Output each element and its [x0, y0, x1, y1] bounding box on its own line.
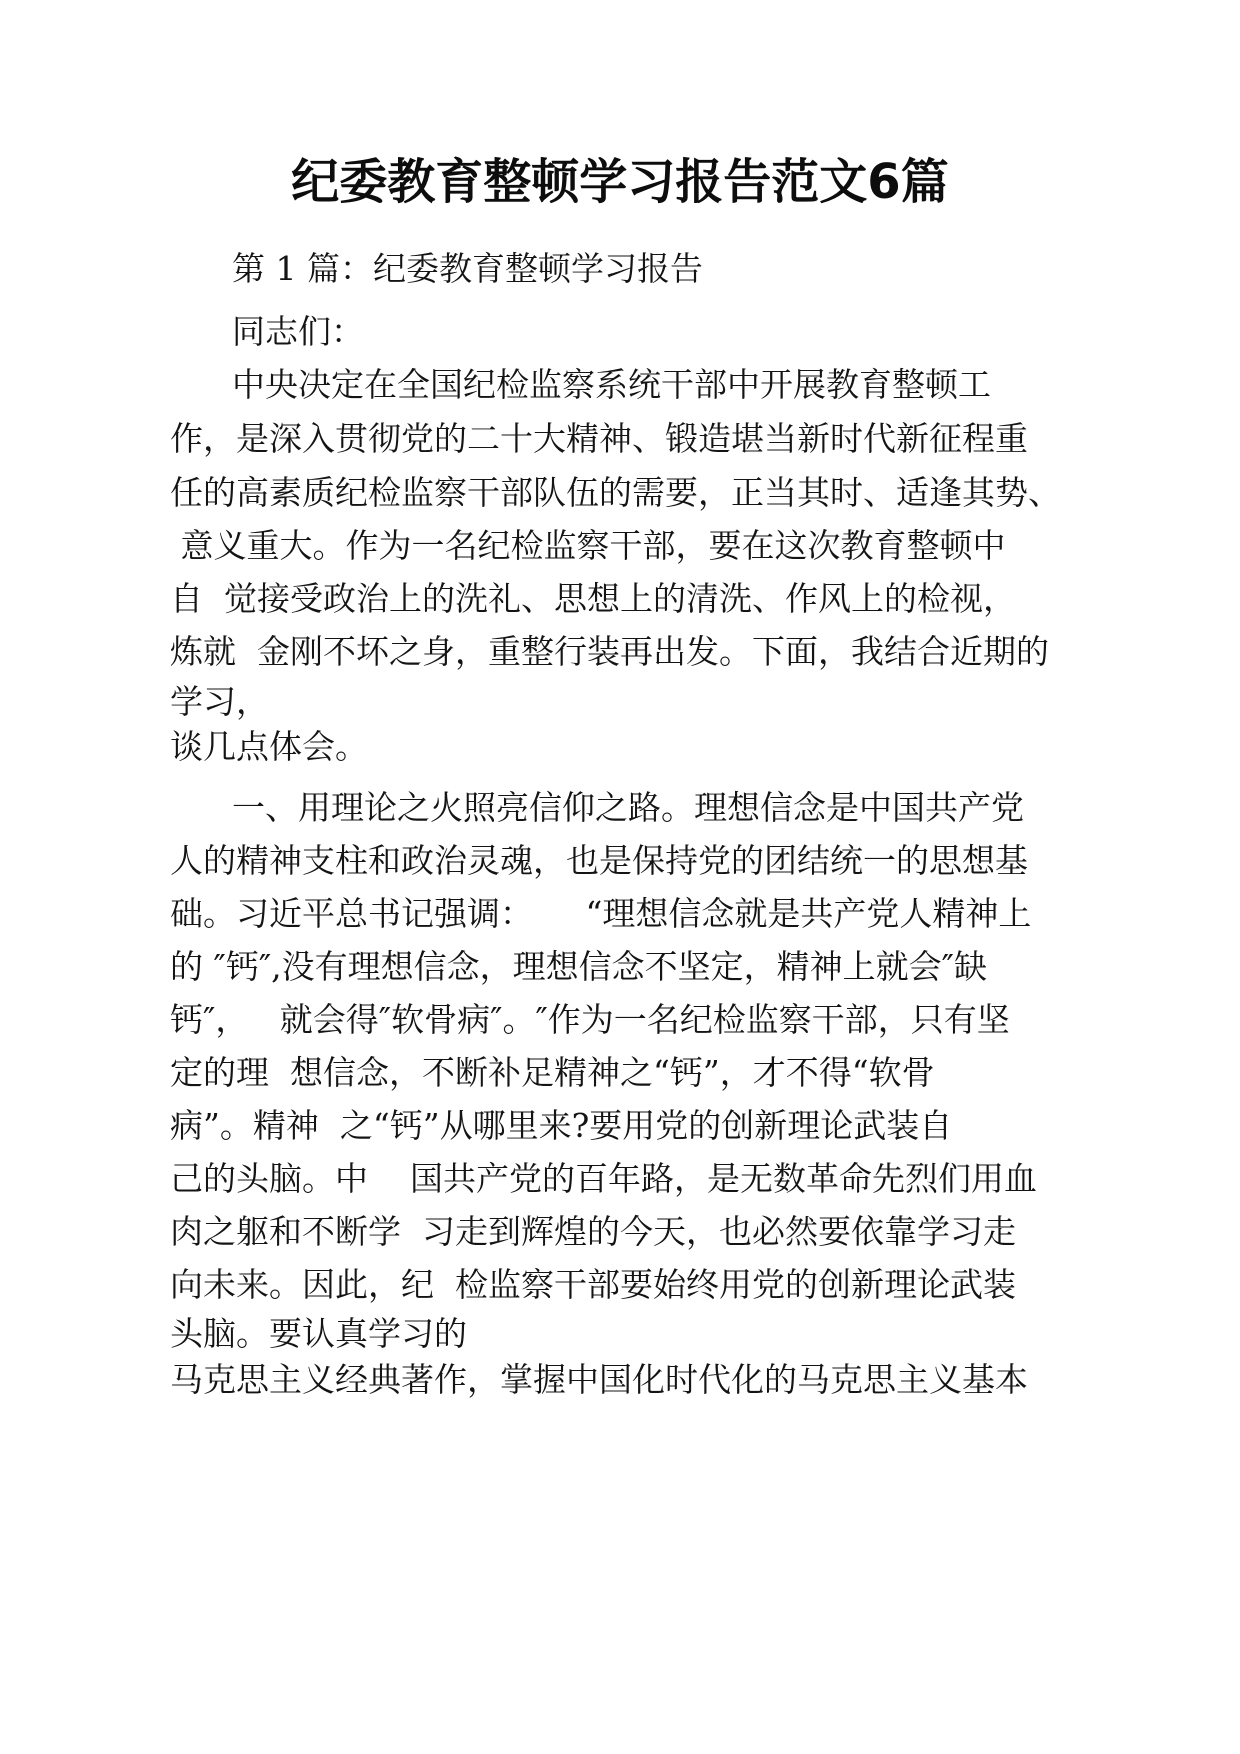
body-line: 向未来。因此，纪 检监察干部要始终用党的创新理论武装 [170, 1265, 1016, 1304]
body-line: 谈几点体会。 [170, 727, 368, 766]
body-line: 定的理 想信念，不断补足精神之“钙”，才不得“软骨 [170, 1053, 935, 1092]
article-heading: 第 1 篇：纪委教育整顿学习报告 [232, 249, 703, 288]
body-line: 钙″， 就会得″软骨病″。″作为一名纪检监察干部，只有坚 [170, 1000, 1010, 1039]
body-line: 础。习近平总书记强调： “理想信念就是共产党人精神上 [170, 894, 1032, 933]
body-line: 中央决定在全国纪检监察系统干部中开展教育整顿工 [232, 365, 991, 404]
body-line: 肉之躯和不断学 习走到辉煌的今天，也必然要依靠学习走 [170, 1212, 1016, 1251]
body-line: 自 觉接受政治上的洗礼、思想上的清洗、作风上的检视， [170, 579, 1016, 618]
body-line: 意义重大。作为一名纪检监察干部，要在这次教育整顿中 [170, 526, 1006, 565]
body-line: 炼就 金刚不坏之身，重整行装再出发。下面，我结合近期的 [170, 632, 1049, 671]
body-line: 的 ″钙″,没有理想信念，理想信念不坚定，精神上就会″缺 [170, 947, 987, 986]
body-line: 任的高素质纪检监察干部队伍的需要，正当其时、适逢其势、 [170, 473, 1061, 512]
body-line: 头脑。要认真学习的 [170, 1314, 467, 1353]
body-line: 人的精神支柱和政治灵魂，也是保持党的团结统一的思想基 [170, 841, 1028, 880]
salutation: 同志们： [232, 312, 364, 351]
body-line: 一、用理论之火照亮信仰之路。理想信念是中国共产党 [232, 788, 1024, 827]
body-line: 学习， [170, 682, 269, 721]
body-line: 病”。精神 之“钙”从哪里来?要用党的创新理论武装自 [170, 1106, 953, 1145]
body-line: 作，是深入贯彻党的二十大精神、锻造堪当新时代新征程重 [170, 419, 1028, 458]
document-title: 纪委教育整顿学习报告范文6篇 [291, 154, 949, 210]
body-line: 马克思主义经典著作，掌握中国化时代化的马克思主义基本 [170, 1360, 1028, 1399]
body-line: 己的头脑。中 国共产党的百年路，是无数革命先烈们用血 [170, 1159, 1037, 1198]
